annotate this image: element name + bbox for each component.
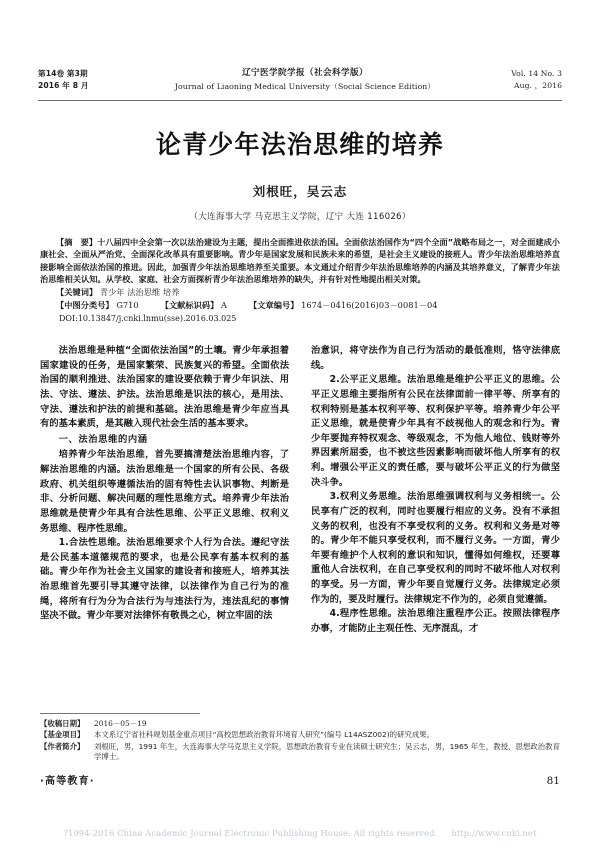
section-heading: 一、法治思维的内涵 <box>58 433 148 445</box>
running-footer-section: ·高等教育· <box>40 776 95 787</box>
body-paragraph: 培养青少年法治思维，首先要搞清楚法治思维内容，了解法治思维的内涵。法治思维是一个国家的所有公民、各级政府、机关组织等遵循法治的固有特性去认识事物、判断是非、分析问题、解决问题的理性思维方式。培养青少年法治思维就是使青少年具有合法性思维、公平正义思维、权利义务思维、程序性思维。 <box>40 449 289 534</box>
copyright-url: http://www.cnki.net <box>451 828 537 838</box>
footnote-item <box>40 742 560 764</box>
footnote-value: 刘根旺，男，1991 年生，大连海事大学马克思主义学院，思想政治教育专业在读硕士研究生；吴云志，男，1965 年生，教授，思想政治教育学博士。 <box>94 741 560 762</box>
copyright-watermark <box>0 828 600 838</box>
footnote-block <box>40 719 560 764</box>
masthead-volume-issue-en <box>452 68 562 91</box>
document-code-label: 【文献标识码】 <box>160 299 219 310</box>
body-column-left <box>40 344 289 714</box>
page-title: 论青少年法治思维的培养 <box>155 130 445 159</box>
footnote-item <box>40 730 560 741</box>
clc-value: G710 <box>116 299 139 310</box>
article-number-value: 1674－0416(2016)03－0081－04 <box>301 299 438 310</box>
footnote-label: 【收稿日期】 <box>40 719 85 728</box>
masthead-month-year: Aug. ，2016 <box>514 80 562 90</box>
footnote-label: 【基金项目】 <box>40 730 85 740</box>
body-paragraph-continued: 治意识，将守法作为自己行为活动的最低准则，恪守法律底线。 <box>311 345 560 371</box>
keywords-line <box>40 286 560 299</box>
article-body <box>40 344 560 714</box>
footnote-value: 本文系辽宁省社科规划基金重点项目“高校思想政治教育环境育人研究”(编号 L14ASZ002)的研究成果。 <box>94 730 435 740</box>
footnote-item <box>40 719 560 730</box>
masthead-vol-no: Vol. 14 No. 3 <box>511 69 562 78</box>
journal-name-english: Journal of Liaoning Medical University（Social Science Edition） <box>174 82 436 91</box>
abstract-text: 十八届四中全会第一次以法治建设为主题，提出全面推进依法治国。全面依法治国作为“四个全面”战略布局之一，对全面建成小康社会、全面从严治党、全面深化改革具有重要影响。青少年是国家发展和民族未来的希望，是社会主义建设的接班人。青少年法治思维培养直接影响全面依法治国的推进。因此，加强青少年法治思维培养至关重要。本文通过介绍青少年法治思维培养的内涵及其培养意义，了解青少年法治思维相关认知。从学校、家庭、社会方面探析青少年法治思维培养的缺失，并有针对性地提出相关对策。 <box>40 237 560 285</box>
footnote-value: 2016－05－19 <box>94 719 147 728</box>
body-paragraph: 2.公平正义思维。法治思维是维护公平正义的思维。公平正义思维主要指所有公民在法律面前一律平等、所享有的权利特别是基本权利平等、权利保护平等。培养青少年公平正义思维，就是使青少年具有不歧视他人的观念和行为。青少年要抛弃特权观念、等级观念，不为他人地位、钱财等外界因素所屈委，也不被这些因素影响而破坏他人所享有的权利。增强公平正义的责任感，要与破坏公平正义的行为做坚决斗争。 <box>311 374 560 488</box>
journal-name <box>158 68 452 93</box>
document-code-value: A <box>221 299 227 310</box>
author-affiliation: （大连海事大学 马克思主义学院，辽宁 大连 116026） <box>189 212 411 222</box>
footnote-label: 【作者简介】 <box>40 741 85 751</box>
footnote-divider <box>40 713 200 714</box>
masthead-volume-line: 第14卷 第3期 <box>38 69 88 78</box>
keywords-label: 【关键词】 <box>56 286 98 297</box>
page-footer <box>40 772 560 787</box>
copyright-text: ?1994-2016 China Academic Journal Electronic Publishing House. All rights reserved. <box>63 828 438 838</box>
abstract-block <box>40 236 560 325</box>
body-paragraph: 1.合法性思维。法治思维要求个人行为合法。遵纪守法是公民基本道德规范的要求，也是公民享有基本权利的基础。青少年作为社会主义国家的建设者和接班人，培养其法治思维首先要引导其遵守法律，以法律作为自己行为的准绳，将所有行为分为合法行为与违法行为，违法乱纪的事情坚决不做。青少年要对法律怀有敬畏之心，树立牢固的法 <box>40 537 289 622</box>
masthead <box>38 68 562 93</box>
article-number-label: 【文章编号】 <box>249 299 299 310</box>
masthead-volume-issue <box>38 68 158 91</box>
body-paragraph: 4.程序性思维。法治思维注重程序公正。按照法律程序办事，才能防止主观任性、无序混乱，才 <box>311 608 560 634</box>
page-number: 81 <box>546 775 560 787</box>
author-list: 刘根旺，吴云志 <box>252 184 348 199</box>
keywords-value: 青少年 法治思维 培养 <box>99 286 180 297</box>
masthead-divider <box>38 100 562 101</box>
doi-line: DOI:10.13847/j.cnki.lnmu(sse).2016.03.025 <box>59 314 237 324</box>
body-paragraph: 法治思维是种植“全面依法治国”的土壤。青少年承担着国家建设的任务，是国家繁荣、民族复兴的希望。全面依法治国的顺利推进、法治国家的建设要依赖于青少年识法、用法、守法、遵法、护法。法治思维是识法的核心，是用法、守法、遵法和护法的前提和基础。法治思维是青少年应当具有的基本素质，是其融入现代社会生活的基本要求。 <box>40 345 289 430</box>
abstract-label: 【摘 要】 <box>56 237 98 247</box>
body-paragraph: 3.权利义务思维。法治思维强调权利与义务相统一。公民享有广泛的权利，同时也要履行相应的义务。没有不承担义务的权利，也没有不享受权利的义务。权利和义务是对等的。青少年不能只享受权利，而不履行义务。一方面，青少年要有维护个人权利的意识和知识，懂得如何维权，还要尊重他人合法权利，在自己享受权利的同时不破坏他人对权利的享受。另一方面，青少年要自觉履行义务。法律规定必须作为的，要及时履行。法律规定不作为的，必须自觉遵循。 <box>311 491 560 605</box>
abstract-paragraph <box>40 236 560 286</box>
classification-line <box>40 299 560 312</box>
body-column-right <box>311 344 560 714</box>
journal-name-chinese: 辽宁医学院学报（社会科学版） <box>242 68 368 78</box>
clc-label: 【中图分类号】 <box>56 299 114 310</box>
masthead-date-line: 2016 年 8 月 <box>38 80 89 90</box>
